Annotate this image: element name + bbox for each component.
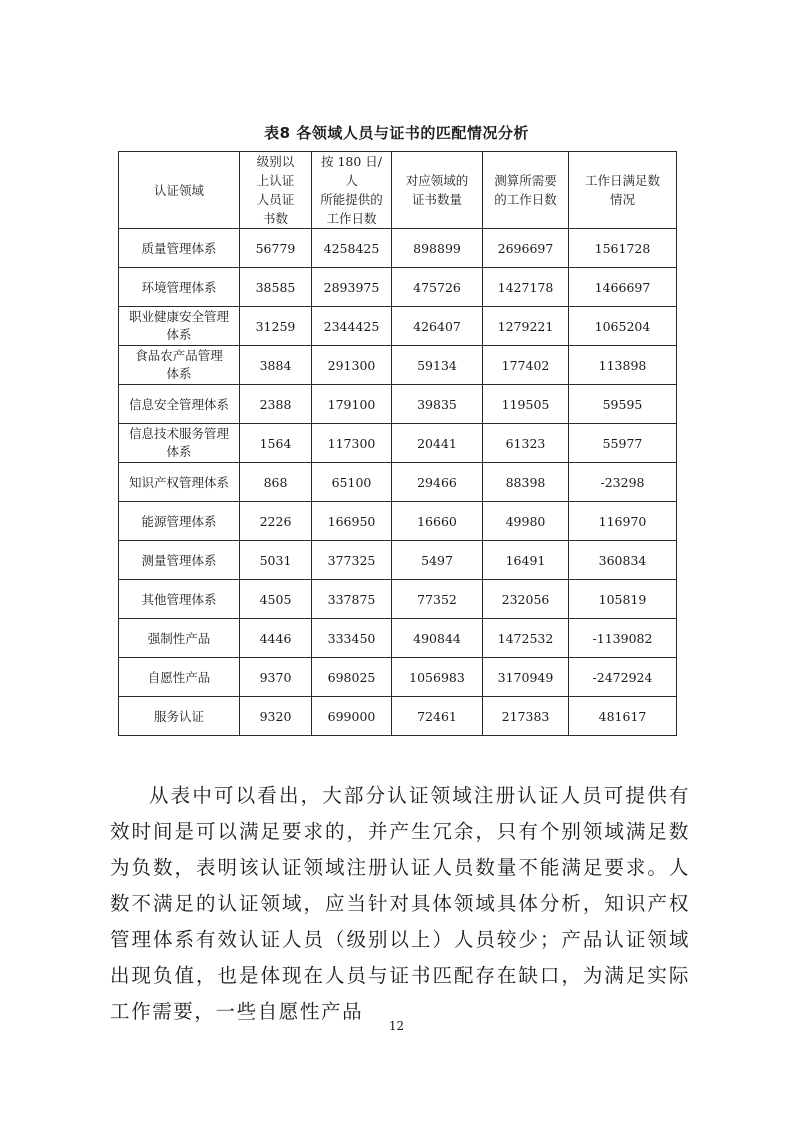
cell-workdays-provided: 291300 — [312, 346, 392, 385]
cell-domain: 强制性产品 — [119, 619, 240, 658]
cell-surplus: 481617 — [569, 697, 677, 736]
cell-domain: 职业健康安全管理 体系 — [119, 307, 240, 346]
cell-cert-staff: 1564 — [240, 424, 312, 463]
cell-domain: 能源管理体系 — [119, 502, 240, 541]
cell-domain-certs: 39835 — [392, 385, 483, 424]
cell-domain: 其他管理体系 — [119, 580, 240, 619]
table-header-row — [119, 152, 677, 229]
header-domain-certs: 对应领域的 证书数量 — [392, 152, 483, 229]
cell-surplus: 113898 — [569, 346, 677, 385]
cell-surplus: -23298 — [569, 463, 677, 502]
table-row — [119, 658, 677, 697]
cell-workdays-provided: 377325 — [312, 541, 392, 580]
cell-cert-staff: 4505 — [240, 580, 312, 619]
cell-cert-staff: 56779 — [240, 229, 312, 268]
cell-domain-certs: 5497 — [392, 541, 483, 580]
cell-workdays-provided: 333450 — [312, 619, 392, 658]
cell-workdays-provided: 4258425 — [312, 229, 392, 268]
cell-workdays-provided: 117300 — [312, 424, 392, 463]
cell-workdays-needed: 1472532 — [483, 619, 569, 658]
analysis-paragraph — [110, 778, 690, 1030]
table-row — [119, 502, 677, 541]
cell-workdays-provided: 2344425 — [312, 307, 392, 346]
table-row — [119, 307, 677, 346]
table-row — [119, 424, 677, 463]
cell-surplus: 59595 — [569, 385, 677, 424]
header-workdays-needed: 测算所需要 的工作日数 — [483, 152, 569, 229]
table-row — [119, 697, 677, 736]
cell-workdays-needed: 1427178 — [483, 268, 569, 307]
cell-workdays-needed: 232056 — [483, 580, 569, 619]
cell-workdays-provided: 65100 — [312, 463, 392, 502]
table-row — [119, 541, 677, 580]
cell-domain-certs: 426407 — [392, 307, 483, 346]
table-row — [119, 580, 677, 619]
header-workdays-provided: 按 180 日/人 所能提供的 工作日数 — [312, 152, 392, 229]
cell-domain-certs: 59134 — [392, 346, 483, 385]
cell-workdays-needed: 16491 — [483, 541, 569, 580]
cell-domain-certs: 490844 — [392, 619, 483, 658]
cell-domain-certs: 20441 — [392, 424, 483, 463]
cell-surplus: 360834 — [569, 541, 677, 580]
cell-domain-certs: 16660 — [392, 502, 483, 541]
cell-workdays-needed: 49980 — [483, 502, 569, 541]
cell-workdays-provided: 698025 — [312, 658, 392, 697]
cell-domain: 自愿性产品 — [119, 658, 240, 697]
table-caption: 表8 各领域人员与证书的匹配情况分析 — [264, 124, 529, 142]
cell-surplus: -2472924 — [569, 658, 677, 697]
cell-cert-staff: 868 — [240, 463, 312, 502]
cell-cert-staff: 38585 — [240, 268, 312, 307]
cell-cert-staff: 9320 — [240, 697, 312, 736]
cell-surplus: 1561728 — [569, 229, 677, 268]
cell-domain: 食品农产品管理 体系 — [119, 346, 240, 385]
cell-domain-certs: 77352 — [392, 580, 483, 619]
cell-workdays-provided: 2893975 — [312, 268, 392, 307]
cell-surplus: 55977 — [569, 424, 677, 463]
cell-cert-staff: 2226 — [240, 502, 312, 541]
cell-workdays-provided: 166950 — [312, 502, 392, 541]
cell-domain-certs: 72461 — [392, 697, 483, 736]
cell-workdays-provided: 179100 — [312, 385, 392, 424]
cell-workdays-needed: 217383 — [483, 697, 569, 736]
cell-surplus: 1065204 — [569, 307, 677, 346]
cell-surplus: 1466697 — [569, 268, 677, 307]
cell-workdays-provided: 337875 — [312, 580, 392, 619]
cell-workdays-needed: 119505 — [483, 385, 569, 424]
cell-workdays-provided: 699000 — [312, 697, 392, 736]
cell-domain: 信息安全管理体系 — [119, 385, 240, 424]
cell-workdays-needed: 177402 — [483, 346, 569, 385]
cell-cert-staff: 5031 — [240, 541, 312, 580]
cell-domain: 测量管理体系 — [119, 541, 240, 580]
cell-workdays-needed: 88398 — [483, 463, 569, 502]
cell-domain-certs: 1056983 — [392, 658, 483, 697]
cell-domain: 知识产权管理体系 — [119, 463, 240, 502]
cell-domain-certs: 475726 — [392, 268, 483, 307]
table-row — [119, 229, 677, 268]
table-row — [119, 268, 677, 307]
cell-domain: 环境管理体系 — [119, 268, 240, 307]
table-row — [119, 346, 677, 385]
cell-workdays-needed: 61323 — [483, 424, 569, 463]
cell-domain-certs: 29466 — [392, 463, 483, 502]
cell-cert-staff: 3884 — [240, 346, 312, 385]
header-domain: 认证领域 — [119, 152, 240, 229]
cell-domain-certs: 898899 — [392, 229, 483, 268]
table-row — [119, 619, 677, 658]
cell-domain: 质量管理体系 — [119, 229, 240, 268]
paragraph-text: 从表中可以看出，大部分认证领域注册认证人员可提供有效时间是可以满足要求的，并产生冗余，只有个别领域满足数为负数，表明该认证领域注册认证人员数量不能满足要求。人数不满足的认证领域，应当针对具体领域具体分析，知识产权管理体系有效认证人员（级别以上）人员较少；产品认证领域出现负值，也是体现在人员与证书匹配存在缺口，为满足实际工作需要，一些自愿性产品 — [110, 784, 690, 1023]
table-row — [119, 385, 677, 424]
cell-cert-staff: 31259 — [240, 307, 312, 346]
cell-cert-staff: 2388 — [240, 385, 312, 424]
certification-match-table — [118, 151, 677, 736]
cell-surplus: 105819 — [569, 580, 677, 619]
cell-workdays-needed: 3170949 — [483, 658, 569, 697]
cell-domain: 信息技术服务管理 体系 — [119, 424, 240, 463]
header-cert-staff: 级别以 上认证 人员证 书数 — [240, 152, 312, 229]
cell-workdays-needed: 2696697 — [483, 229, 569, 268]
cell-surplus: -1139082 — [569, 619, 677, 658]
header-surplus: 工作日满足数 情况 — [569, 152, 677, 229]
table-row — [119, 463, 677, 502]
cell-surplus: 116970 — [569, 502, 677, 541]
cell-cert-staff: 4446 — [240, 619, 312, 658]
page-number: 12 — [388, 1019, 405, 1033]
cell-cert-staff: 9370 — [240, 658, 312, 697]
cell-workdays-needed: 1279221 — [483, 307, 569, 346]
cell-domain: 服务认证 — [119, 697, 240, 736]
